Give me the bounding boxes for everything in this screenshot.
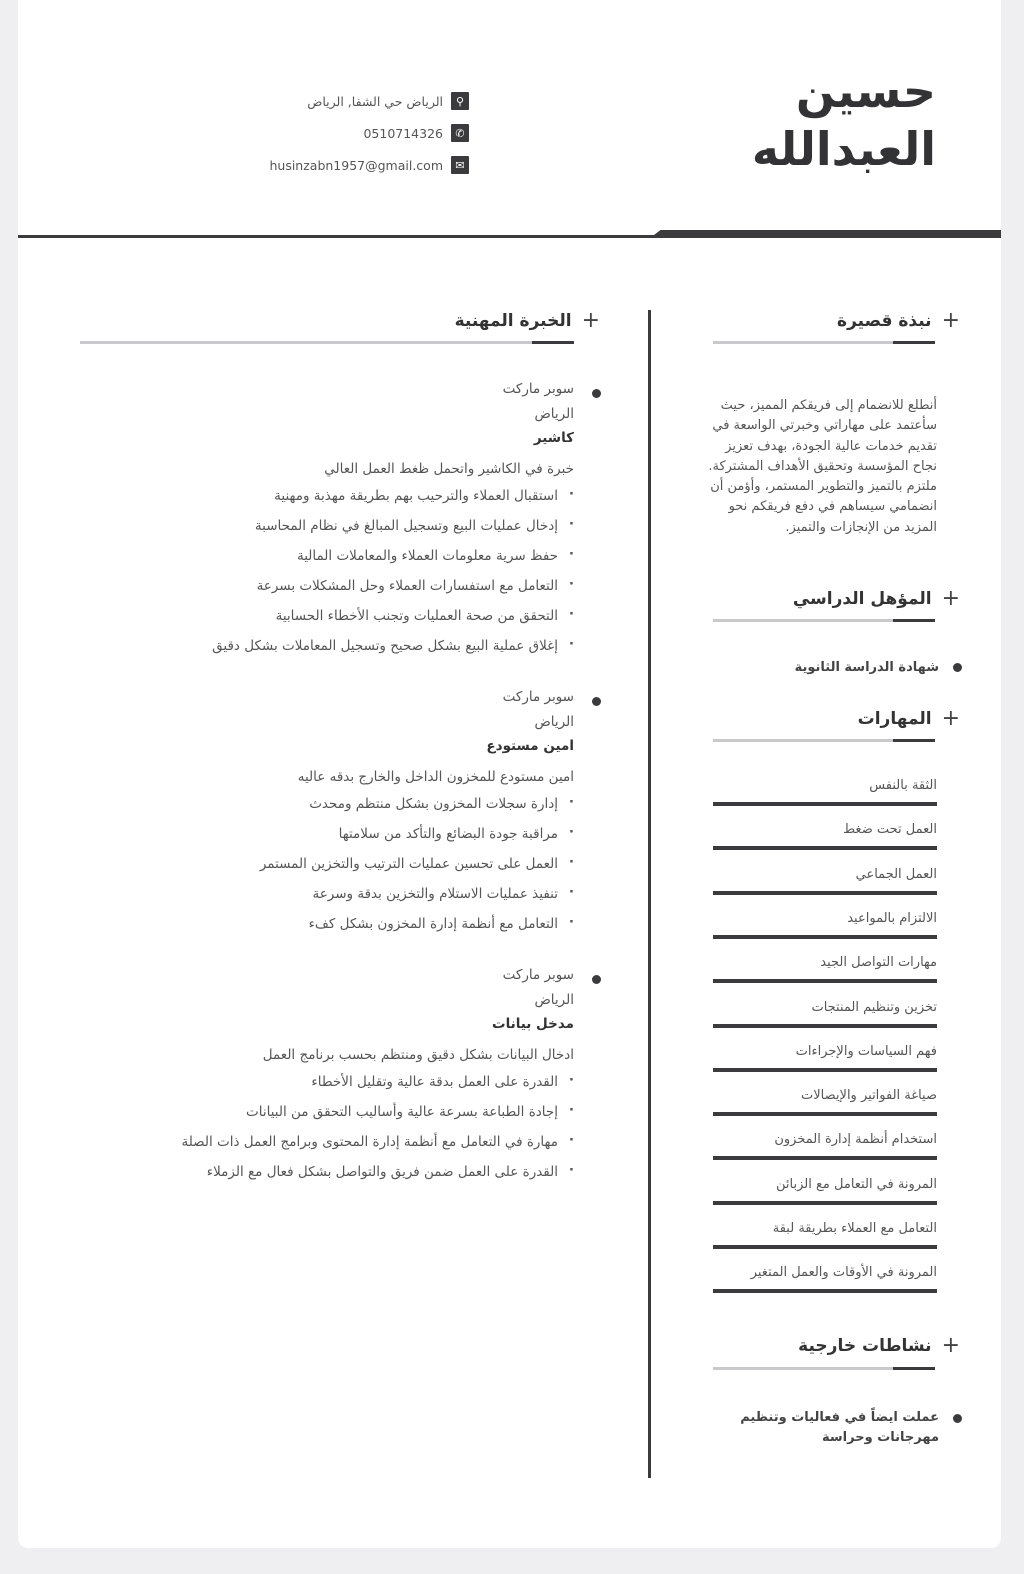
contact-item [69, 121, 469, 145]
section-title-about: + نبذة قصيرة [837, 308, 960, 333]
skill-item [713, 867, 937, 895]
contact-text: 0510714326 [363, 125, 443, 141]
skill-item [713, 1088, 937, 1116]
job-bullet: · القدرة على العمل ضمن فريق والتواصل بشكل فعال مع الزملاء [134, 1164, 574, 1194]
section-title-education: + المؤهل الدراسي [792, 586, 960, 611]
job-city: الرياض [534, 405, 574, 422]
skill-bar [713, 1068, 937, 1072]
column-divider [648, 310, 651, 1478]
job-company: سوبر ماركت [502, 967, 574, 983]
skill-label: مهارات التواصل الجيد [820, 955, 937, 971]
skill-label: استخدام أنظمة إدارة المخزون [774, 1132, 937, 1148]
section-title-experience: + الخبرة المهنية [454, 308, 600, 333]
contact-text: husinzabn1957@gmail.com [269, 157, 443, 173]
skill-bar [713, 1024, 937, 1028]
section-underline [713, 739, 935, 742]
bullet-dot-icon [592, 697, 601, 706]
skill-label: الالتزام بالمواعيد [847, 910, 937, 926]
about-text: أنطلع للانضمام إلى فريقكم المميز، حيث سأعتمد على مهاراتي وخبرتي الواسعة في تقديم خدمات عالية الجودة، بهدف تعزيز نجاح المؤسسة وتحقيق الأهداف المشتركة. ملتزم بالتميز والتطوير المستمر، وأؤمن أن انضمامي سيساهم في دفع فريقكم نحو المزيد من الإنجازات والتميز. [708, 398, 937, 535]
skill-bar [713, 802, 937, 806]
job-bullet: · إجادة الطباعة بسرعة عالية وأساليب التحقق من البيانات [134, 1104, 574, 1134]
phone-icon: ✆ [451, 124, 469, 142]
job-bullet: · مراقبة جودة البضائع والتأكد من سلامتها [134, 826, 574, 856]
skill-label: المرونة في التعامل مع الزبائن [776, 1176, 937, 1192]
bullet-dot-icon [592, 975, 601, 984]
job-bullet: · العمل على تحسين عمليات الترتيب والتخزين المستمر [134, 856, 574, 886]
bullet-dot-icon [592, 389, 601, 398]
job-bullet: · استقبال العملاء والترحيب بهم بطريقة مهذبة ومهنية [134, 488, 574, 518]
job-company: سوبر ماركت [502, 381, 574, 397]
job-bullet: · التعامل مع استفسارات العملاء وحل المشكلات بسرعة [134, 578, 574, 608]
job-entry [134, 685, 574, 946]
job-bullet: · إدخال عمليات البيع وتسجيل المبالغ في نظام المحاسبة [134, 518, 574, 548]
job-city: الرياض [534, 991, 574, 1008]
skill-item [713, 822, 937, 850]
education-item: شهادة الدراسة الثانوية [795, 660, 962, 675]
skill-label: صياغة الفواتير والإيصالات [801, 1088, 937, 1104]
job-company: سوبر ماركت [502, 689, 574, 705]
section-underline [713, 619, 935, 622]
job-summary: امين مستودع للمخزون الداخل والخارج بدقه عاليه [297, 768, 574, 785]
job-city: الرياض [534, 713, 574, 730]
skill-item [713, 1177, 937, 1205]
job-bullet: · مهارة في التعامل مع أنظمة إدارة المحتوى وبرامج العمل ذات الصلة [134, 1134, 574, 1164]
skill-bar [713, 1112, 937, 1116]
job-bullet: · التعامل مع أنظمة إدارة المخزون بشكل كفء [134, 916, 574, 946]
skill-bar [713, 979, 937, 983]
bullet-dot-icon [953, 663, 962, 672]
skill-bar [713, 1289, 937, 1293]
skill-label: العمل تحت ضغط [843, 822, 937, 838]
section-underline [80, 341, 574, 344]
job-title: مدخل بيانات [492, 1016, 574, 1032]
job-summary: خبرة في الكاشير واتحمل ظغط العمل العالي [324, 460, 574, 477]
job-title: كاشير [533, 430, 574, 446]
skill-item [713, 1221, 937, 1249]
skill-item [713, 1000, 937, 1028]
plus-icon: + [941, 308, 960, 333]
skill-bar [713, 1245, 937, 1249]
plus-icon: + [581, 308, 600, 333]
job-bullet: · التحقق من صحة العمليات وتجنب الأخطاء الحسابية [134, 608, 574, 638]
full-name: حسين العبدالله [751, 64, 936, 176]
skill-bar [713, 846, 937, 850]
skill-item [713, 955, 937, 983]
job-bullet: · إدارة سجلات المخزون بشكل منتظم ومحدث [134, 796, 574, 826]
mail-icon: ✉ [451, 156, 469, 174]
contact-item [69, 89, 469, 113]
job-bullet: · القدرة على العمل بدقة عالية وتقليل الأخطاء [134, 1074, 574, 1104]
plus-icon: + [941, 1333, 960, 1358]
skill-bar [713, 891, 937, 895]
contact-item [69, 153, 469, 177]
skill-item [713, 1265, 937, 1293]
activity-item: عملت ايضاً في فعاليات وتنظيم مهرجانات وحراسة [722, 1408, 962, 1448]
job-bullet: · إغلاق عملية البيع بشكل صحيح وتسجيل المعاملات بشكل دقيق [134, 638, 574, 668]
skill-item [713, 1044, 937, 1072]
skill-item [713, 911, 937, 939]
plus-icon: + [941, 586, 960, 611]
contact-text: الرياض حي الشفا, الرياض [307, 93, 443, 109]
job-title: امين مستودع [486, 738, 574, 754]
job-entry [134, 377, 574, 668]
skill-label: العمل الجماعي [855, 866, 937, 882]
skill-label: التعامل مع العملاء بطريقة لبقة [772, 1221, 937, 1236]
skill-item [713, 1132, 937, 1160]
section-underline [713, 341, 935, 344]
bullet-dot-icon [953, 1414, 962, 1423]
skill-label: المرونة في الأوقات والعمل المتغير [750, 1265, 937, 1281]
job-bullet: · حفظ سرية معلومات العملاء والمعاملات المالية [134, 548, 574, 578]
job-entry [134, 963, 574, 1194]
header-divider-accent [650, 230, 1001, 238]
section-title-activities: + نشاطات خارجية [798, 1333, 960, 1358]
job-bullet: · تنفيذ عمليات الاستلام والتخزين بدقة وسرعة [134, 886, 574, 916]
skill-bar [713, 1201, 937, 1205]
plus-icon: + [941, 706, 960, 731]
skill-label: الثقة بالنفس [869, 778, 937, 793]
skill-bar [713, 935, 937, 939]
location-pin-icon: ⚲ [451, 92, 469, 110]
section-title-skills: + المهارات [857, 706, 960, 731]
skill-label: تخزين وتنظيم المنتجات [811, 999, 937, 1015]
section-underline [713, 1367, 935, 1370]
skill-bar [713, 1156, 937, 1160]
skill-item [713, 778, 937, 806]
job-summary: ادخال البيانات بشكل دقيق ومنتظم بحسب برنامج العمل [262, 1046, 574, 1063]
skill-label: فهم السياسات والإجراءات [795, 1043, 937, 1059]
